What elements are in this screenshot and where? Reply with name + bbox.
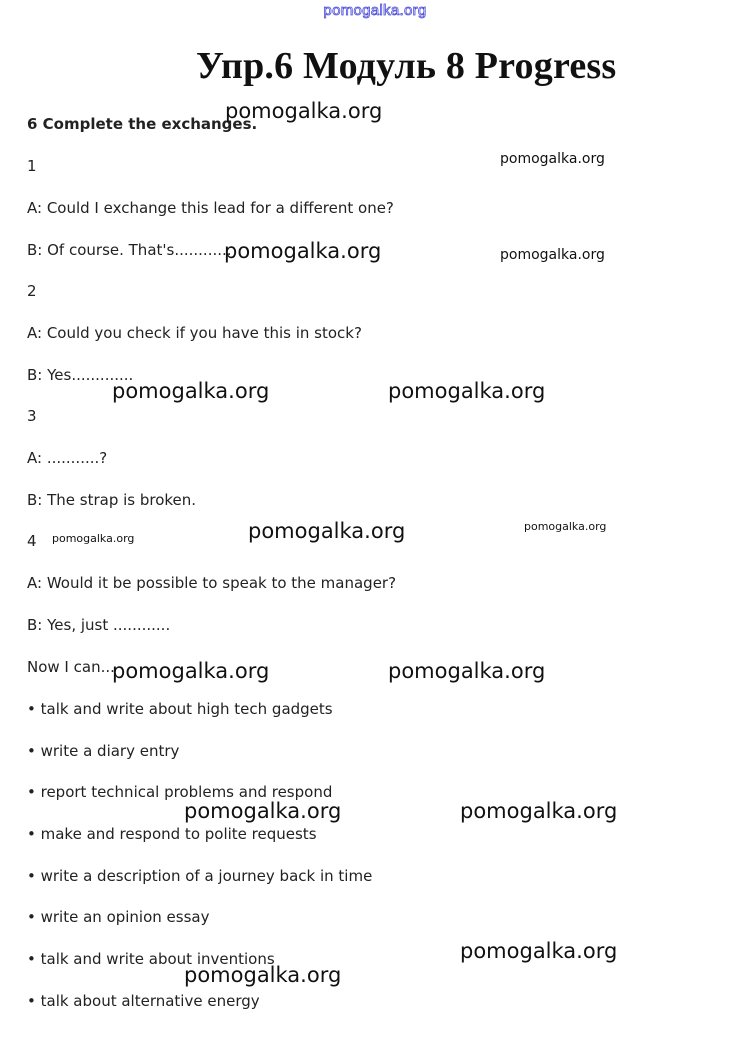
exchange-line-b: B: Yes, just ............ [27,616,171,634]
can-do-item: • talk and write about inventions [27,950,275,968]
watermark: pomogalka.org [224,239,382,263]
can-do-item: • write a diary entry [27,742,180,760]
exchange-number: 3 [27,407,37,425]
site-header-link[interactable]: pomogalka.org [323,2,427,19]
section-heading: 6 Complete the exchanges. [27,115,258,133]
exchange-line-a: A: Could I exchange this lead for a different one? [27,199,394,217]
exchange-line-b: B: The strap is broken. [27,491,197,509]
watermark: pomogalka.org [524,520,607,533]
exchange-number: 4 [27,532,37,550]
watermark: pomogalka.org [248,519,406,543]
watermark: pomogalka.org [112,379,270,403]
watermark: pomogalka.org [388,379,546,403]
can-do-item: • write an opinion essay [27,908,210,926]
watermark: pomogalka.org [112,659,270,683]
watermark: pomogalka.org [184,799,342,823]
watermark: pomogalka.org [460,799,618,823]
watermark: pomogalka.org [500,151,605,167]
watermark: pomogalka.org [52,532,135,545]
exchange-line-a: A: Could you check if you have this in stock? [27,324,362,342]
can-do-intro: Now I can... [27,658,115,676]
watermark: pomogalka.org [500,247,605,263]
can-do-item: • talk and write about high tech gadgets [27,700,333,718]
watermark: pomogalka.org [460,939,618,963]
can-do-item: • report technical problems and respond [27,783,333,801]
exchange-line-b: B: Yes............. [27,366,134,384]
watermark: pomogalka.org [388,659,546,683]
exchange-number: 1 [27,157,37,175]
watermark: pomogalka.org [184,963,342,987]
can-do-item: • make and respond to polite requests [27,825,317,843]
exchange-number: 2 [27,282,37,300]
exchange-line-a: A: ...........? [27,449,108,467]
exchange-line-a: A: Would it be possible to speak to the manager? [27,574,397,592]
page-title: Упр.6 Модуль 8 Progress [196,45,617,87]
can-do-item: • talk about alternative energy [27,992,260,1010]
exchange-line-b: B: Of course. That's............ [27,241,232,259]
can-do-item: • write a description of a journey back in time [27,867,373,885]
watermark: pomogalka.org [225,99,383,123]
